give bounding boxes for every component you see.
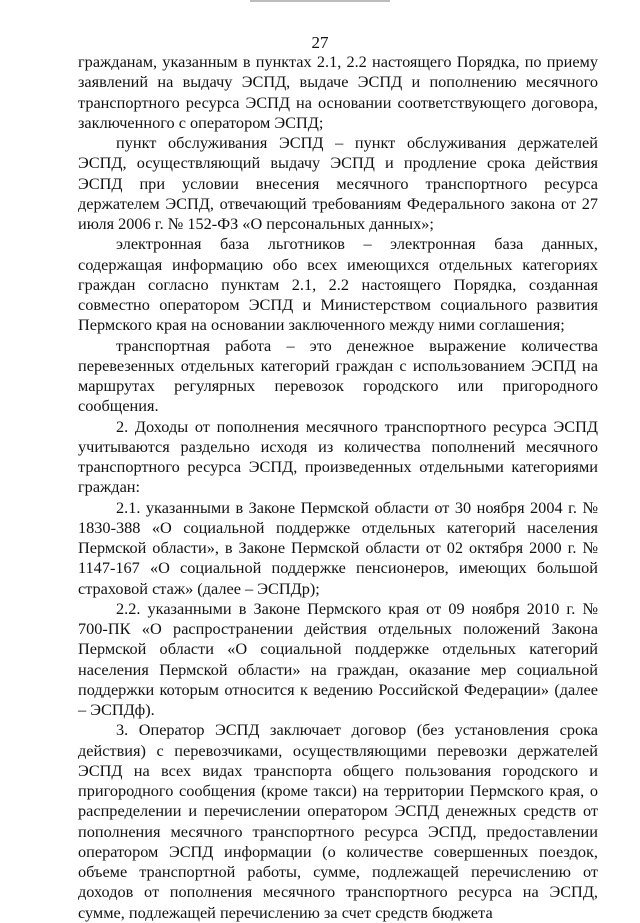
paragraph-section-2-1: 2.1. указанными в Законе Пермской области от 30 ноября 2004 г. № 1830-388 «О социальной поддержке отдельных категорий населения Пермской области», в Законе Пермской области от 02 октября 2000 г. № 1147-167 «О социальной поддержке пенсионеров, имеющих большой страховой стаж» (далее – ЭСПДр);	[78, 497, 598, 598]
paragraph-service-point-definition: пункт обслуживания ЭСПД – пункт обслуживания держателей ЭСПД, осуществляющий выдачу ЭСПД и продление срока действия ЭСПД при условии внесения месячного транспортного ресурса держателем ЭСПД, отвечающий требованиям Федерального закона от 27 июля 2006 г. № 152-ФЗ «О персональных данных»;	[78, 133, 598, 233]
paragraph-section-3: 3. Оператор ЭСПД заключает договор (без установления срока действия) с перевозчиками, осуществляющими перевозки держателей ЭСПД на всех видах транспорта общего пользования городского и пригородного сообщения (кроме такси) на территории Пермского края, о распределении и перечислении оператором ЭСПД денежных средств от пополнения месячного транспортного ресурса ЭСПД, предоставлении оператором ЭСПД информации (о количестве совершенных поездок, объеме транспортной работы, сумме, подлежащей перечислению от доходов от пополнения месячного транспортного ресурса на ЭСПД, сумме, подлежащей перечислению за счет средств бюджета	[78, 720, 598, 922]
paragraph-section-2-2: 2.2. указанными в Законе Пермского края от 09 ноября 2010 г. № 700-ПК «О распространении действия отдельных положений Закона Пермской области «О социальной поддержке отдельных категорий населения Пермской области» на граждан, оказание мер социальной поддержки которым относится к ведению Российской Федерации» (далее – ЭСПДф).	[78, 598, 598, 719]
scan-edge-line	[250, 0, 390, 2]
paragraph-beneficiary-database-definition: электронная база льготников – электронная база данных, содержащая информацию обо всех имеющихся отдельных категориях граждан согласно пунктам 2.1, 2.2 настоящего Порядка, созданная совместно оператором ЭСПД и Министерством социального развития Пермского края на основании заключенного между ними соглашения;	[78, 234, 598, 335]
document-body	[78, 52, 598, 923]
paragraph-transport-work-definition: транспортная работа – это денежное выражение количества перевезенных отдельных категорий граждан с использованием ЭСПД на маршрутах регулярных перевозок городского или пригородного сообщения.	[78, 335, 598, 416]
paragraph-section-2: 2. Доходы от пополнения месячного транспортного ресурса ЭСПД учитываются раздельно исходя из количества пополнений месячного транспортного ресурса ЭСПД, произведенных отдельными категориями граждан:	[78, 416, 598, 497]
page-number: 27	[311, 33, 329, 52]
paragraph-continuation: гражданам, указанным в пунктах 2.1, 2.2 настоящего Порядка, по приему заявлений на выдачу ЭСПД, выдаче ЭСПД и пополнению месячного транспортного ресурса ЭСПД на основании соответствующего договора, заключенного с оператором ЭСПД;	[78, 52, 598, 132]
